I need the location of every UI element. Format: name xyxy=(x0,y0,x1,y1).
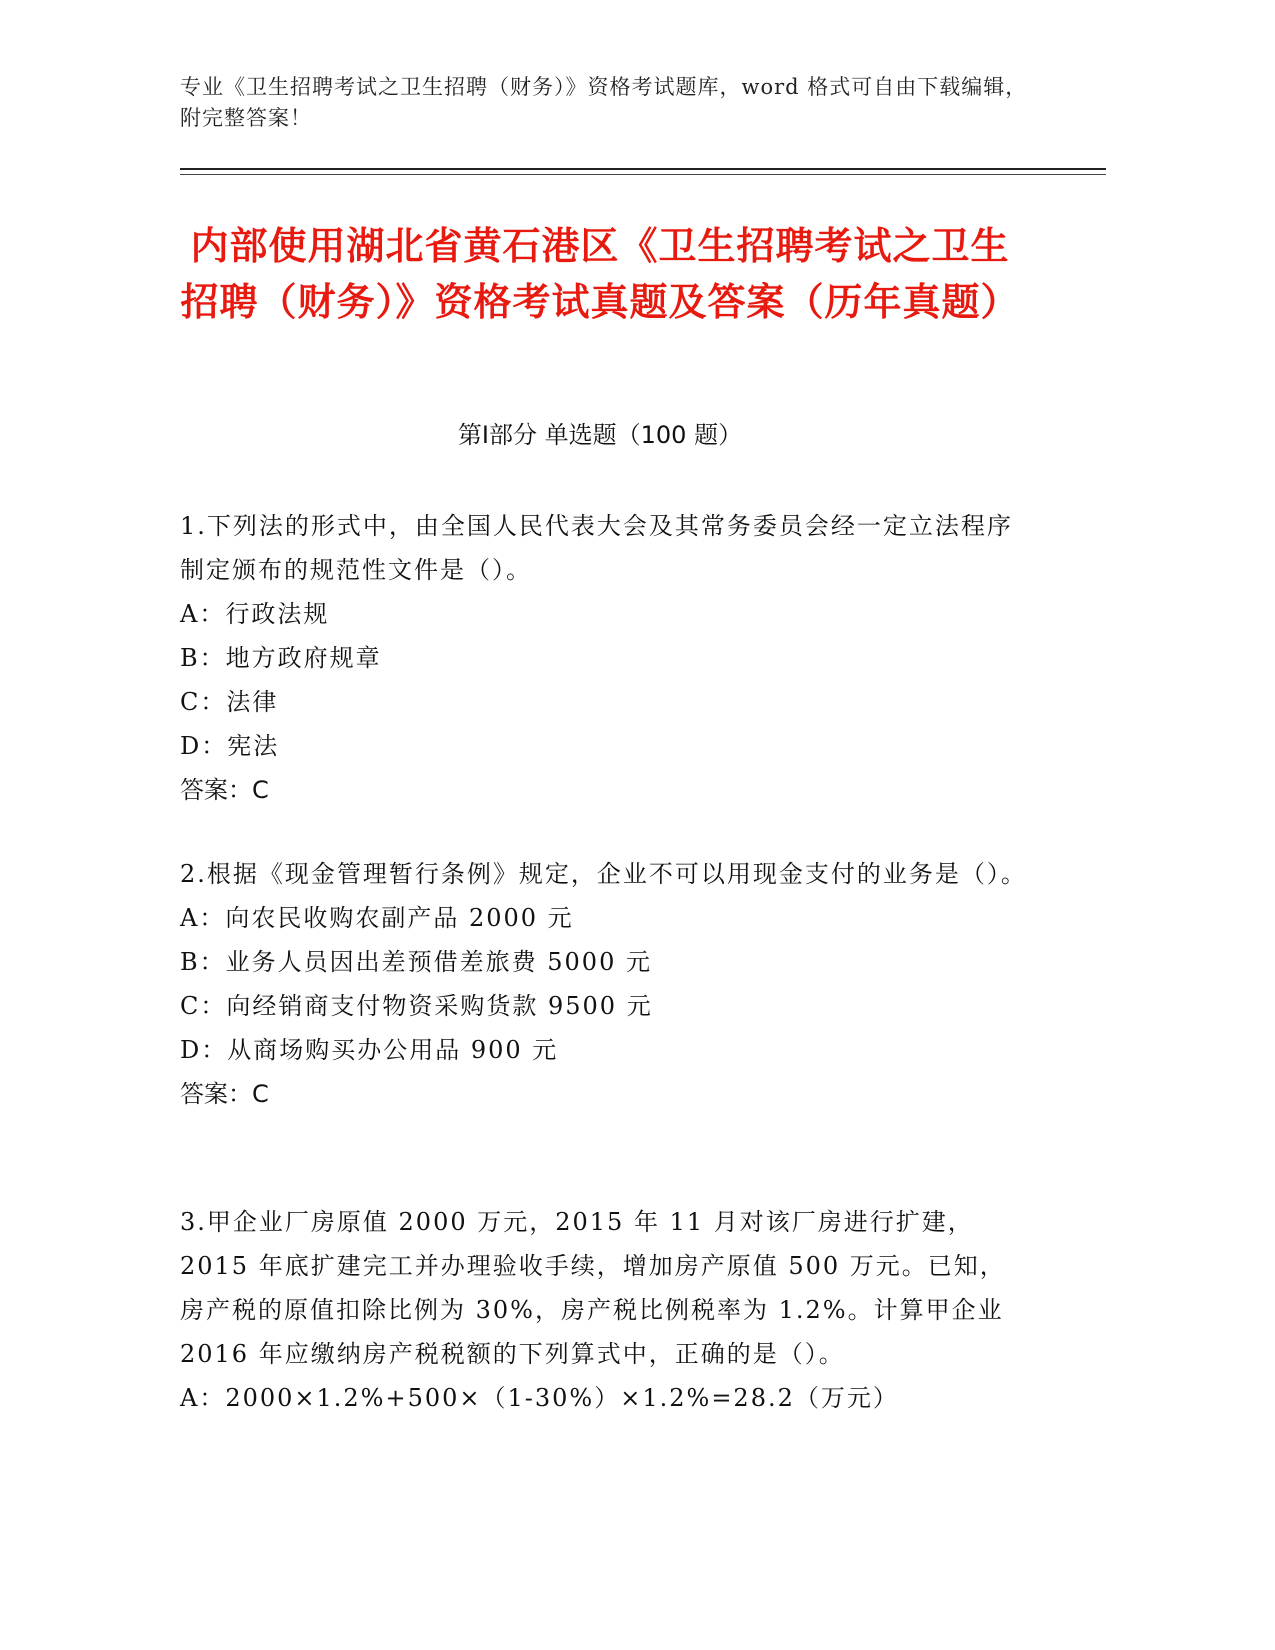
answer: 答案：C xyxy=(180,776,269,804)
option-a: A：向农民收购农副产品 2000 元 xyxy=(180,904,574,932)
option-d: D：宪法 xyxy=(180,732,280,760)
header-divider-thin xyxy=(180,174,1106,175)
question-2 xyxy=(180,852,1030,1116)
option-d: D：从商场购买办公用品 900 元 xyxy=(180,1036,559,1064)
document-title: 内部使用湖北省黄石港区《卫生招聘考试之卫生招聘（财务）》资格考试真题及答案（历年真题） xyxy=(180,224,1020,324)
answer: 答案：C xyxy=(180,1080,269,1108)
option-c: C：向经销商支付物资采购货款 9500 元 xyxy=(180,992,653,1020)
question-stem: 2.根据《现金管理暂行条例》规定，企业不可以用现金支付的业务是（）。 xyxy=(180,860,1027,888)
option-a: A：行政法规 xyxy=(180,600,330,628)
question-3 xyxy=(180,1200,1030,1420)
option-b: B：业务人员因出差预借差旅费 5000 元 xyxy=(180,948,652,976)
option-c: C：法律 xyxy=(180,688,279,716)
question-1 xyxy=(180,504,1030,812)
question-stem: 3.甲企业厂房原值 2000 万元，2015 年 11 月对该厂房进行扩建，2015 年底扩建完工并办理验收手续，增加房产原值 500 万元。已知，房产税的原值扣除比例为 30%，房产税比例税率为 1.2%。计算甲企业 2016 年应缴纳房产税税额的下列算式中，正确的是（）。 xyxy=(180,1208,1006,1368)
option-b: B：地方政府规章 xyxy=(180,644,382,672)
section-title: 第Ⅰ部分 单选题（100 题） xyxy=(457,421,743,449)
question-stem: 1.下列法的形式中，由全国人民代表大会及其常务委员会经一定立法程序制定颁布的规范性文件是（）。 xyxy=(180,512,1013,584)
option-a: A：2000×1.2%+500×（1-30%）×1.2%=28.2（万元） xyxy=(180,1384,899,1412)
header-divider-thick xyxy=(180,168,1106,170)
header-note: 专业《卫生招聘考试之卫生招聘（财务）》资格考试题库，word 格式可自由下载编辑，附完整答案！ xyxy=(180,75,1028,130)
